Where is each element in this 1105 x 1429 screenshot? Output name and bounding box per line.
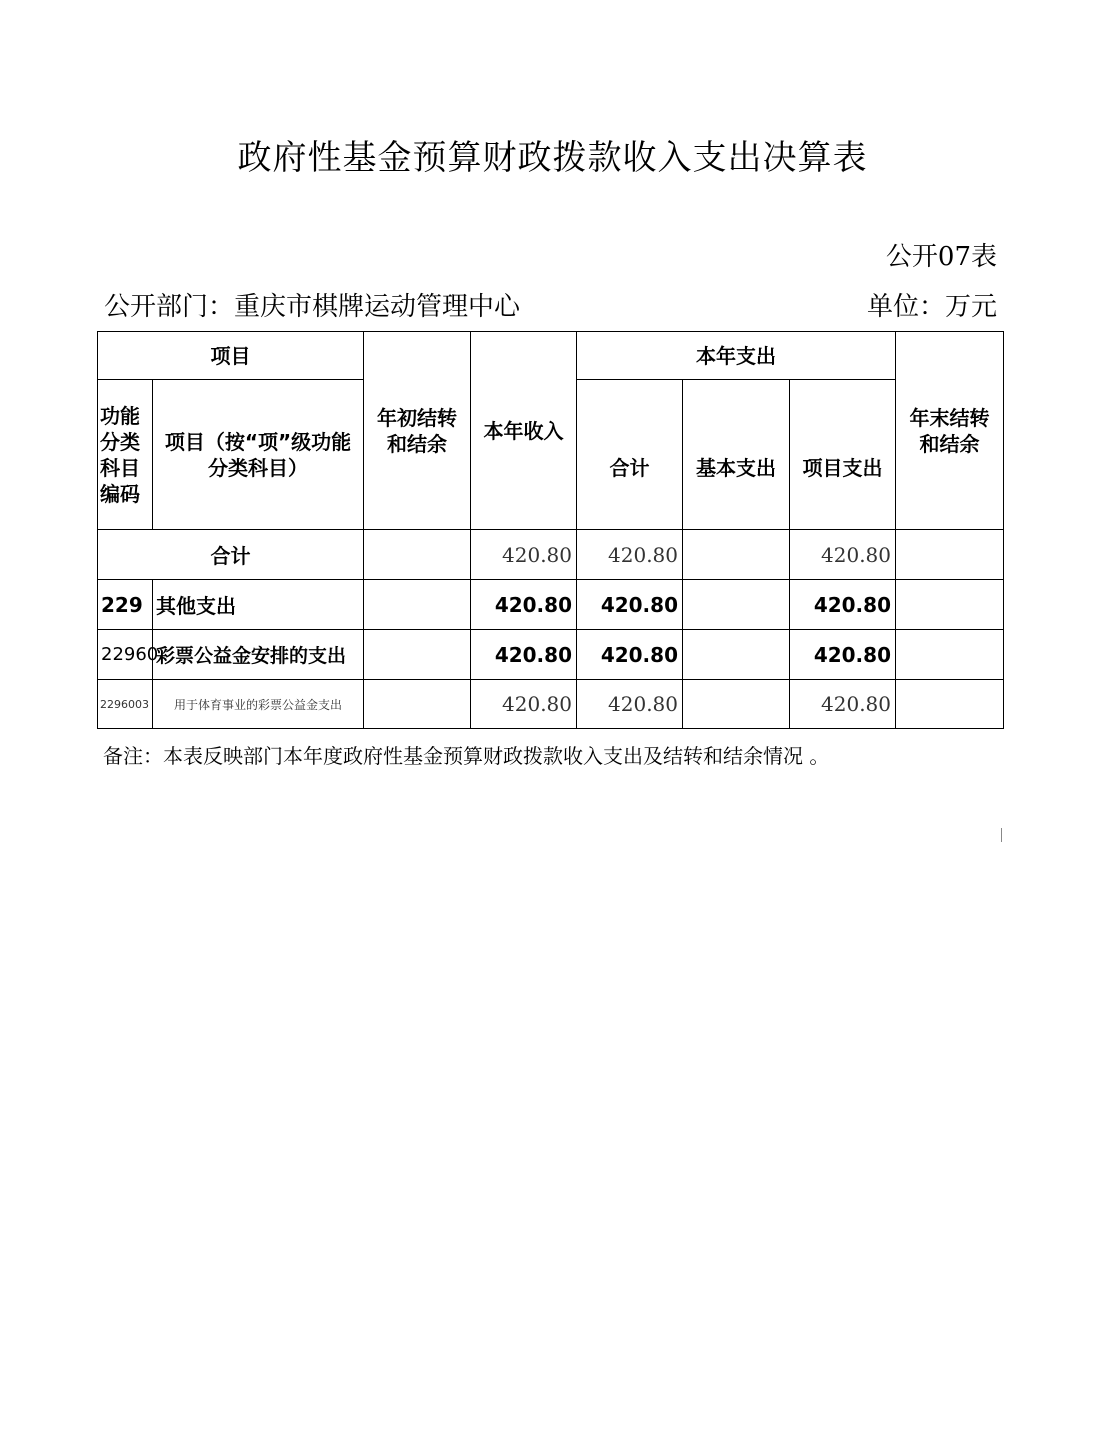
cell-code: 229	[98, 580, 153, 630]
cell-project: 420.80	[790, 530, 896, 580]
cell-name: 其他支出	[153, 580, 364, 630]
cell-closing	[896, 680, 1004, 729]
header-project-expense: 项目支出	[790, 380, 896, 530]
cell-income: 420.80	[471, 530, 577, 580]
cell-opening	[364, 580, 471, 630]
cell-expense-total: 420.80	[577, 530, 683, 580]
cell-income: 420.80	[471, 580, 577, 630]
row-label: 合计	[98, 530, 364, 580]
header-name: 项目（按“项”级功能分类科目）	[153, 380, 364, 530]
table-row	[98, 580, 1004, 630]
budget-table	[97, 331, 1004, 729]
table-row	[98, 680, 1004, 729]
header-expense-group: 本年支出	[577, 332, 896, 380]
cell-code: 22960	[98, 630, 153, 680]
cell-code: 2296003	[98, 680, 153, 729]
cell-opening	[364, 680, 471, 729]
cell-project: 420.80	[790, 630, 896, 680]
cell-opening	[364, 630, 471, 680]
unit-label: 单位：万元	[866, 292, 997, 322]
header-item: 项目	[98, 332, 364, 380]
table-row-total	[98, 530, 1004, 580]
table-row	[98, 630, 1004, 680]
cell-opening	[364, 530, 471, 580]
cell-basic	[683, 630, 790, 680]
cell-expense-total: 420.80	[577, 630, 683, 680]
cell-basic	[683, 580, 790, 630]
cell-closing	[896, 630, 1004, 680]
page-edge-mark	[1001, 828, 1002, 842]
page-title: 政府性基金预算财政拨款收入支出决算表	[237, 138, 868, 178]
footnote: 备注：本表反映部门本年度政府性基金预算财政拨款收入支出及结转和结余情况 。	[103, 744, 830, 768]
header-income: 本年收入	[471, 332, 577, 530]
header-code: 功能分类科目编码	[98, 380, 153, 530]
header-closing-balance: 年末结转和结余	[896, 332, 1004, 530]
header-basic-expense: 基本支出	[683, 380, 790, 530]
cell-basic	[683, 530, 790, 580]
cell-name: 彩票公益金安排的支出	[153, 630, 364, 680]
cell-closing	[896, 530, 1004, 580]
header-expense-total: 合计	[577, 380, 683, 530]
cell-basic	[683, 680, 790, 729]
cell-project: 420.80	[790, 680, 896, 729]
cell-name: 用于体育事业的彩票公益金支出	[153, 680, 364, 729]
cell-expense-total: 420.80	[577, 580, 683, 630]
cell-income: 420.80	[471, 630, 577, 680]
header-opening-balance: 年初结转和结余	[364, 332, 471, 530]
department-label: 公开部门：重庆市棋牌运动管理中心	[104, 292, 521, 322]
cell-closing	[896, 580, 1004, 630]
cell-income: 420.80	[471, 680, 577, 729]
cell-project: 420.80	[790, 580, 896, 630]
cell-expense-total: 420.80	[577, 680, 683, 729]
form-number: 公开07表	[885, 242, 997, 272]
